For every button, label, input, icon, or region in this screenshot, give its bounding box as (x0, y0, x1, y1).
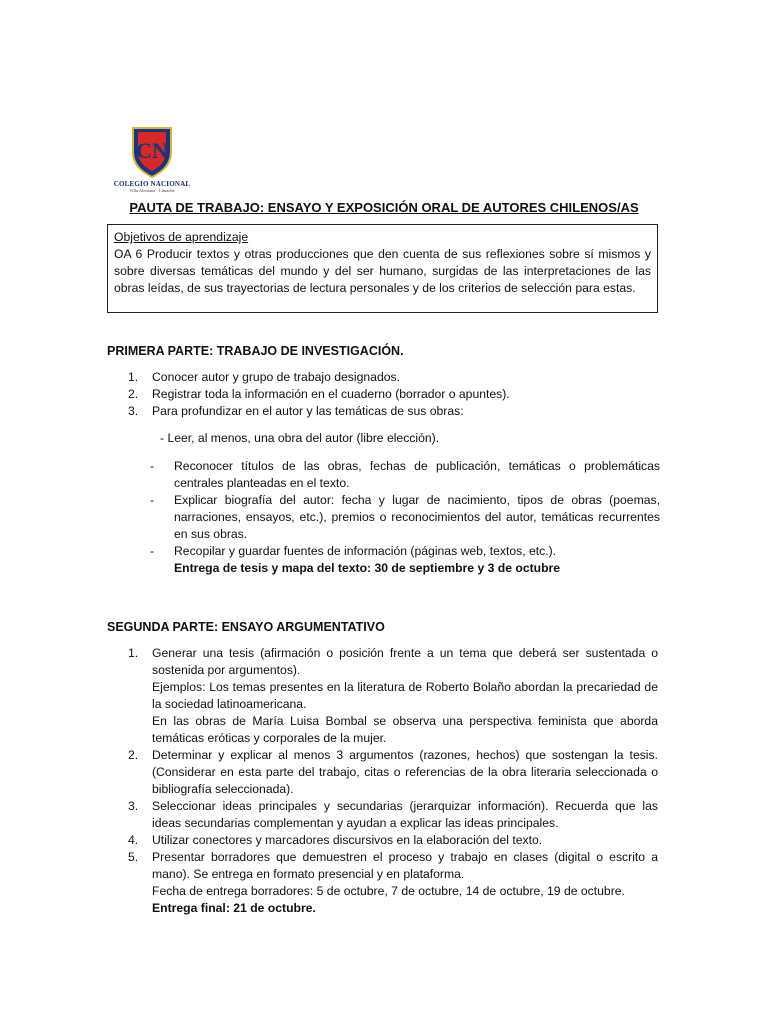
deadline-row (150, 560, 660, 577)
part1-heading: PRIMERA PARTE: TRABAJO DE INVESTIGACIÓN. (107, 344, 404, 358)
item-number: 1. (128, 370, 139, 384)
item-number: 1. (128, 646, 139, 660)
item-text: Registrar toda la información en el cuaderno (borrador o apuntes). (152, 387, 510, 401)
list-item (128, 747, 658, 798)
final-deadline: Entrega final: 21 de octubre. (152, 901, 316, 915)
list-item (128, 849, 658, 917)
part1-deadline: Entrega de tesis y mapa del texto: 30 de septiembre y 3 de octubre (174, 561, 561, 575)
item-number: 2. (128, 387, 139, 401)
first-subitem: - Leer, al menos, una obra del autor (libre elección). (160, 431, 440, 445)
part2-heading: SEGUNDA PARTE: ENSAYO ARGUMENTATIVO (107, 620, 385, 634)
dash-mark: - (150, 493, 155, 507)
item-text: Presentar borradores que demuestren el proceso y trabajo en clases (digital o escrito a mano). Se entrega en formato presencial y en plataforma. (152, 850, 658, 881)
part1-list (128, 369, 658, 420)
list-item (128, 386, 658, 403)
item-example-1: Ejemplos: Los temas presentes en la literatura de Roberto Bolaño abordan la precariedad de la sociedad latinoamericana. (152, 680, 658, 711)
document-title: PAUTA DE TRABAJO: ENSAYO Y EXPOSICIÓN ORAL DE AUTORES CHILENOS/AS (129, 200, 639, 215)
item-text: Utilizar conectores y marcadores discursivos en la elaboración del texto. (152, 833, 543, 847)
item-text: Conocer autor y grupo de trabajo designados. (152, 370, 400, 384)
objectives-heading: Objetivos de aprendizaje (114, 230, 249, 244)
item-number: 4. (128, 833, 139, 847)
shield-crest-icon (130, 124, 174, 178)
list-item (150, 543, 660, 560)
item-number: 3. (128, 404, 139, 418)
item-text: Recopilar y guardar fuentes de información (páginas web, textos, etc.). (174, 544, 557, 558)
list-item (128, 369, 658, 386)
school-logo (108, 124, 196, 194)
part1-sublist (150, 458, 660, 577)
item-text: Reconocer títulos de las obras, fechas de publicación, temáticas o problemáticas centrales planteadas en el texto. (174, 459, 660, 490)
list-item (128, 403, 658, 420)
logo-monogram: CN (136, 138, 168, 163)
item-text: Explicar biografía del autor: fecha y lugar de nacimiento, tipos de obras (poemas, narraciones, ensayos, etc.), premios o reconocimientos del autor, temáticas recurrentes en sus obras. (174, 493, 660, 541)
drafts-dates: Fecha de entrega borradores: 5 de octubre, 7 de octubre, 14 de octubre, 19 de octubre. (152, 884, 625, 898)
list-item (128, 832, 658, 849)
objectives-box (107, 224, 658, 313)
item-text: Para profundizar en el autor y las temáticas de sus obras: (152, 404, 464, 418)
item-text: Generar una tesis (afirmación o posición frente a un tema que deberá ser sustentada o sostenida por argumentos). (152, 646, 658, 677)
item-number: 3. (128, 799, 139, 813)
school-subtitle: Villa Alemana · Limache (129, 188, 175, 193)
dash-mark: - (150, 459, 155, 473)
item-number: 5. (128, 850, 139, 864)
list-item (128, 798, 658, 832)
dash-mark: - (150, 544, 155, 558)
list-item (150, 492, 660, 543)
item-text: Seleccionar ideas principales y secundarias (jerarquizar información). Recuerda que las ideas secundarias complementan y ayudan a explicar las ideas principales. (152, 799, 658, 830)
item-number: 2. (128, 748, 139, 762)
list-item (128, 645, 658, 747)
objectives-text: OA 6 Producir textos y otras producciones que den cuenta de sus reflexiones sobre sí mismos y sobre diversas temáticas del mundo y del ser humano, surgidas de las interpretaciones de las obras leídas, de sus trayectorias de lectura personales y de los criterios de selección para estas. (114, 247, 651, 295)
item-example-2: En las obras de María Luisa Bombal se observa una perspectiva feminista que aborda temáticas eróticas y corporales de la mujer. (152, 714, 658, 745)
item-text: Determinar y explicar al menos 3 argumentos (razones, hechos) que sostengan la tesis. (Considerar en esta parte del trabajo, citas o referencias de la obra literaria seleccionada o bibliografía seleccionada). (152, 748, 658, 796)
school-name: COLEGIO NACIONAL (113, 180, 191, 188)
part2-list (128, 645, 658, 917)
list-item (150, 458, 660, 492)
